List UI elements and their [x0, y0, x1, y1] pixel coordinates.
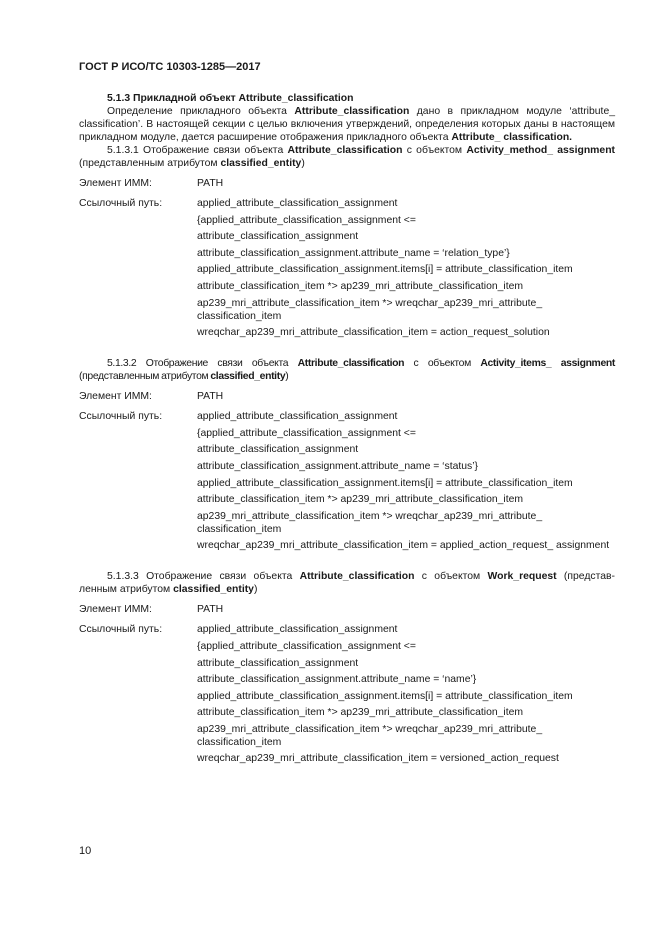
- element-label: Элемент ИММ:: [79, 391, 152, 403]
- text-run: ): [301, 158, 305, 169]
- document-header: ГОСТ Р ИСО/ТС 10303-1285—2017: [79, 61, 261, 73]
- bold-run: Activity_items_ assignment: [480, 358, 615, 370]
- section-intro: [79, 105, 615, 144]
- path-row: [79, 197, 615, 339]
- bold-run: Attribute_classification: [287, 145, 403, 156]
- text-run: 5.1.3.2 Отображение связи объекта: [107, 358, 298, 370]
- bold-run: classified_entity: [173, 584, 254, 596]
- element-row: [79, 603, 615, 616]
- subsection-5-1-3-3: [79, 570, 615, 765]
- path-line: {applied_attribute_classification_assignment <=: [197, 214, 416, 226]
- path-lines: [197, 410, 615, 552]
- path-line: attribute_classification_item *> ap239_mri_attribute_classification_item: [197, 494, 524, 506]
- path-line: {applied_attribute_classification_assignment <=: [197, 427, 416, 439]
- element-value: PATH: [197, 391, 224, 403]
- path-line: applied_attribute_classification_assignment.items[i] = attribute_classification_item: [197, 690, 573, 702]
- path-line: attribute_classification_assignment.attribute_name = ‘name’}: [197, 674, 477, 686]
- section-title: 5.1.3 Прикладной объект Attribute_classification: [107, 93, 354, 104]
- element-label: Элемент ИММ:: [79, 178, 152, 189]
- path-lines: [197, 197, 615, 339]
- text-run: ): [285, 371, 289, 383]
- path-line: attribute_classification_assignment.attribute_name = ‘relation_type’}: [197, 247, 510, 259]
- path-line: attribute_classification_assignment: [197, 444, 359, 456]
- path-label: Ссылочный путь:: [79, 198, 163, 209]
- element-label: Элемент ИММ:: [79, 604, 152, 616]
- path-line: wreqchar_ap239_mri_attribute_classification_item = versioned_action_request: [197, 753, 559, 765]
- path-line: attribute_classification_assignment.attribute_name = ‘status’}: [197, 460, 478, 472]
- path-row: [79, 623, 615, 765]
- page-number: 10: [79, 845, 92, 857]
- text-run: с объектом: [414, 571, 488, 583]
- subsection-5-1-3-2: [79, 357, 615, 552]
- subsection-heading: [79, 357, 615, 383]
- path-line: applied_attribute_classification_assignment: [197, 198, 398, 209]
- document-content: [79, 92, 615, 765]
- text-run: с объектом: [402, 145, 467, 156]
- path-line: applied_attribute_classification_assignment: [197, 624, 398, 636]
- path-line: ap239_mri_attribute_classification_item *> wreqchar_ap239_mri_attribute_ classification_item: [197, 510, 543, 535]
- text-run: 5.1.3.3 Отображение связи объекта: [107, 571, 300, 583]
- bold-run: Attribute_classification: [297, 358, 405, 370]
- path-line: wreqchar_ap239_mri_attribute_classification_item = action_request_solution: [197, 327, 550, 339]
- path-line: {applied_attribute_classification_assignment <=: [197, 640, 416, 652]
- element-value: PATH: [197, 604, 224, 616]
- subsection-heading: [79, 144, 615, 170]
- element-row: [79, 177, 615, 190]
- text-run: (представ- ленным атрибутом: [79, 571, 615, 596]
- bold-run: Activity_method_ assignment: [466, 145, 615, 156]
- path-line: applied_attribute_classification_assignment.items[i] = attribute_classification_item: [197, 477, 573, 489]
- element-row: [79, 390, 615, 403]
- path-line: ap239_mri_attribute_classification_item *> wreqchar_ap239_mri_attribute_ classification_item: [197, 723, 543, 748]
- subsection-5-1-3-1: [79, 144, 615, 339]
- path-line: wreqchar_ap239_mri_attribute_classification_item = applied_action_request_ assignment: [197, 540, 610, 552]
- path-row: [79, 410, 615, 552]
- bold-run: classified_entity: [210, 371, 286, 383]
- bold-run: Work_request: [487, 571, 557, 583]
- text-run: дано в прикладном модуле ‘attribute_ classification’. В настоящей секции с целью включения утверждений, определения которых даны в настоящем прикладном модуле, дается расширение отображения прикладного объекта: [79, 106, 615, 143]
- bold-run: classified_entity: [220, 158, 302, 169]
- path-line: attribute_classification_assignment: [197, 231, 359, 243]
- path-line: attribute_classification_item *> ap239_mri_attribute_classification_item: [197, 707, 524, 719]
- bold-run: Attribute_classification: [294, 106, 410, 117]
- element-value: PATH: [197, 178, 224, 189]
- path-line: ap239_mri_attribute_classification_item *> wreqchar_ap239_mri_attribute_ classification_item: [197, 297, 543, 322]
- bold-run: Attribute_ classification.: [451, 132, 573, 143]
- text-run: с объектом: [404, 358, 481, 370]
- text-run: (представленным атрибутом: [79, 158, 221, 169]
- text-run: (представленным атрибутом: [79, 371, 211, 383]
- path-line: attribute_classification_item *> ap239_mri_attribute_classification_item: [197, 280, 524, 292]
- text-run: ): [253, 584, 258, 596]
- path-line: applied_attribute_classification_assignment.items[i] = attribute_classification_item: [197, 264, 573, 276]
- text-run: 5.1.3.1 Отображение связи объекта: [107, 145, 288, 156]
- path-label: Ссылочный путь:: [79, 624, 163, 636]
- bold-run: Attribute_classification: [299, 571, 415, 583]
- path-line: attribute_classification_assignment: [197, 657, 359, 669]
- subsection-heading: [79, 570, 615, 596]
- text-run: Определение прикладного объекта: [107, 106, 295, 117]
- path-label: Ссылочный путь:: [79, 411, 163, 423]
- path-line: applied_attribute_classification_assignment: [197, 411, 398, 423]
- path-lines: [197, 623, 615, 765]
